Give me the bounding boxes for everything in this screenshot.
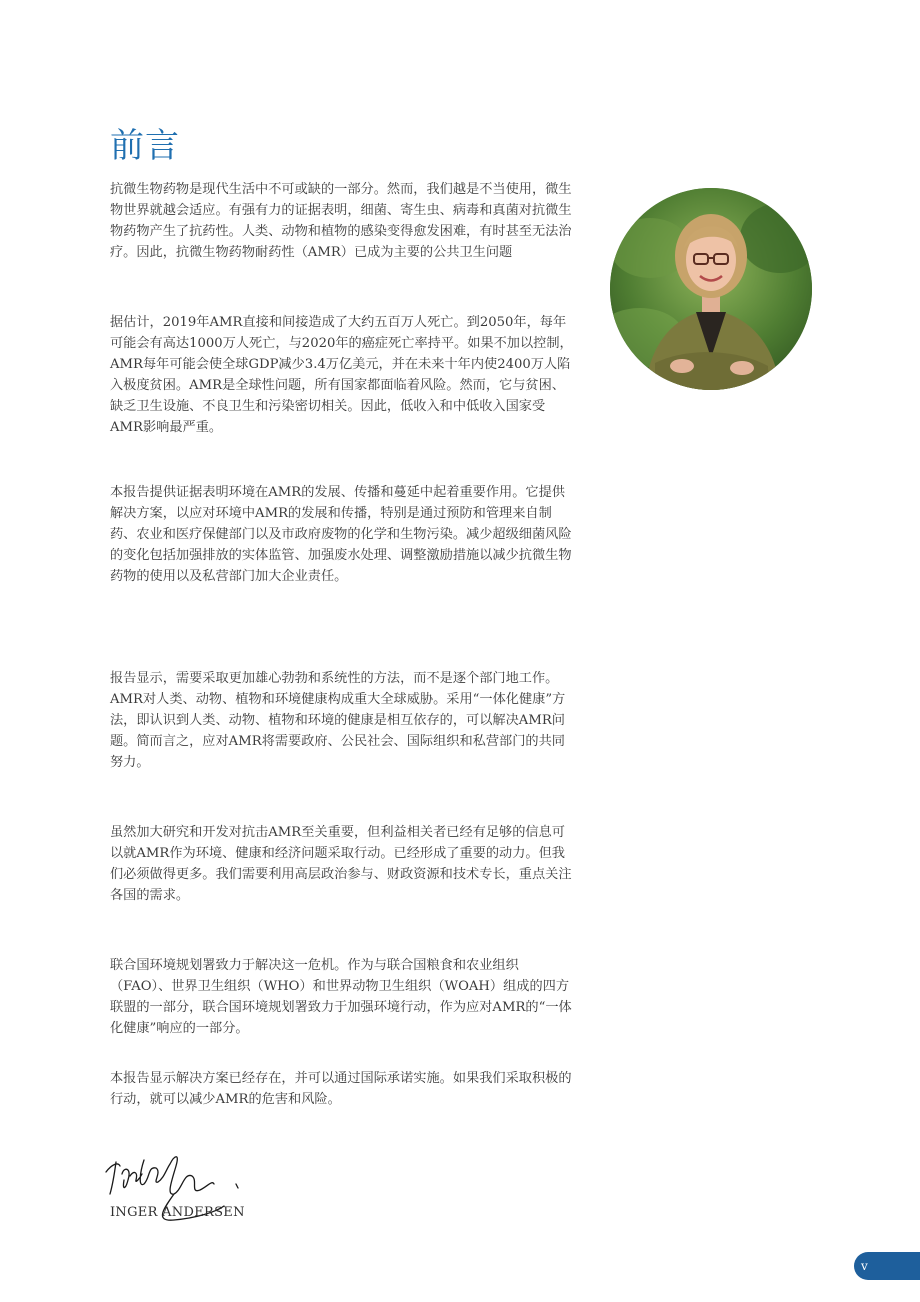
paragraph-solutions: 本报告显示解决方案已经存在，并可以通过国际承诺实施。如果我们采取积极的行动，就可以减少AMR的危害和风险。 xyxy=(110,1071,572,1107)
signatory-name: INGER ANDERSEN xyxy=(110,1205,245,1220)
paragraph-research: 虽然加大研究和开发对抗击AMR至关重要，但利益相关者已经有足够的信息可以就AMR作为环境、健康和经济问题采取行动。已经形成了重要的动力。但我们必须做得更多。我们需要利用高层政治参与、财政资源和技术专长，重点关注各国的需求。 xyxy=(110,825,572,903)
paragraph-environment: 本报告提供证据表明环境在AMR的发展、传播和蔓延中起着重要作用。它提供解决方案，以应对环境中AMR的发展和传播，特别是通过预防和管理来自制药、农业和医疗保健部门以及市政府废物的化学和生物污染。减少超级细菌风险的变化包括加强排放的实体监管、加强废水处理、调整激励措施以减少抗微生物药物的使用以及私营部门加大企业责任。 xyxy=(110,485,572,584)
author-portrait xyxy=(610,188,812,390)
page-title: 前言 xyxy=(110,126,180,166)
paragraph-estimates: 据估计，2019年AMR直接和间接造成了大约五百万人死亡。到2050年，每年可能会有高达1000万人死亡，与2020年的癌症死亡率持平。如果不加以控制，AMR每年可能会使全球GDP减少3.4万亿美元，并在未来十年内使2400万人陷入极度贫困。AMR是全球性问题，所有国家都面临着风险。然而，它与贫困、缺乏卫生设施、不良卫生和污染密切相关。因此，低收入和中低收入国家受AMR影响最严重。 xyxy=(110,315,573,435)
page-number-badge: v xyxy=(854,1252,920,1280)
paragraph-unep: 联合国环境规划署致力于解决这一危机。作为与联合国粮食和农业组织（FAO）、世界卫生组织（WHO）和世界动物卫生组织（WOAH）组成的四方联盟的一部分，联合国环境规划署致力于加强环境行动，作为应对AMR的“一体化健康”响应的一部分。 xyxy=(110,958,572,1036)
paragraph-intro: 抗微生物药物是现代生活中不可或缺的一部分。然而，我们越是不当使用，微生物世界就越会适应。有强有力的证据表明，细菌、寄生虫、病毒和真菌对抗微生物药物产生了抗药性。人类、动物和植物的感染变得愈发困难，有时甚至无法治疗。因此，抗微生物药物耐药性（AMR）已成为主要的公共卫生问题 xyxy=(110,182,572,260)
paragraph-one-health: 报告显示，需要采取更加雄心勃勃和系统性的方法，而不是逐个部门地工作。AMR对人类、动物、植物和环境健康构成重大全球威胁。采用“一体化健康”方法，即认识到人类、动物、植物和环境的健康是相互依存的，可以解决AMR问题。简而言之，应对AMR将需要政府、公民社会、国际组织和私营部门的共同努力。 xyxy=(110,671,566,770)
